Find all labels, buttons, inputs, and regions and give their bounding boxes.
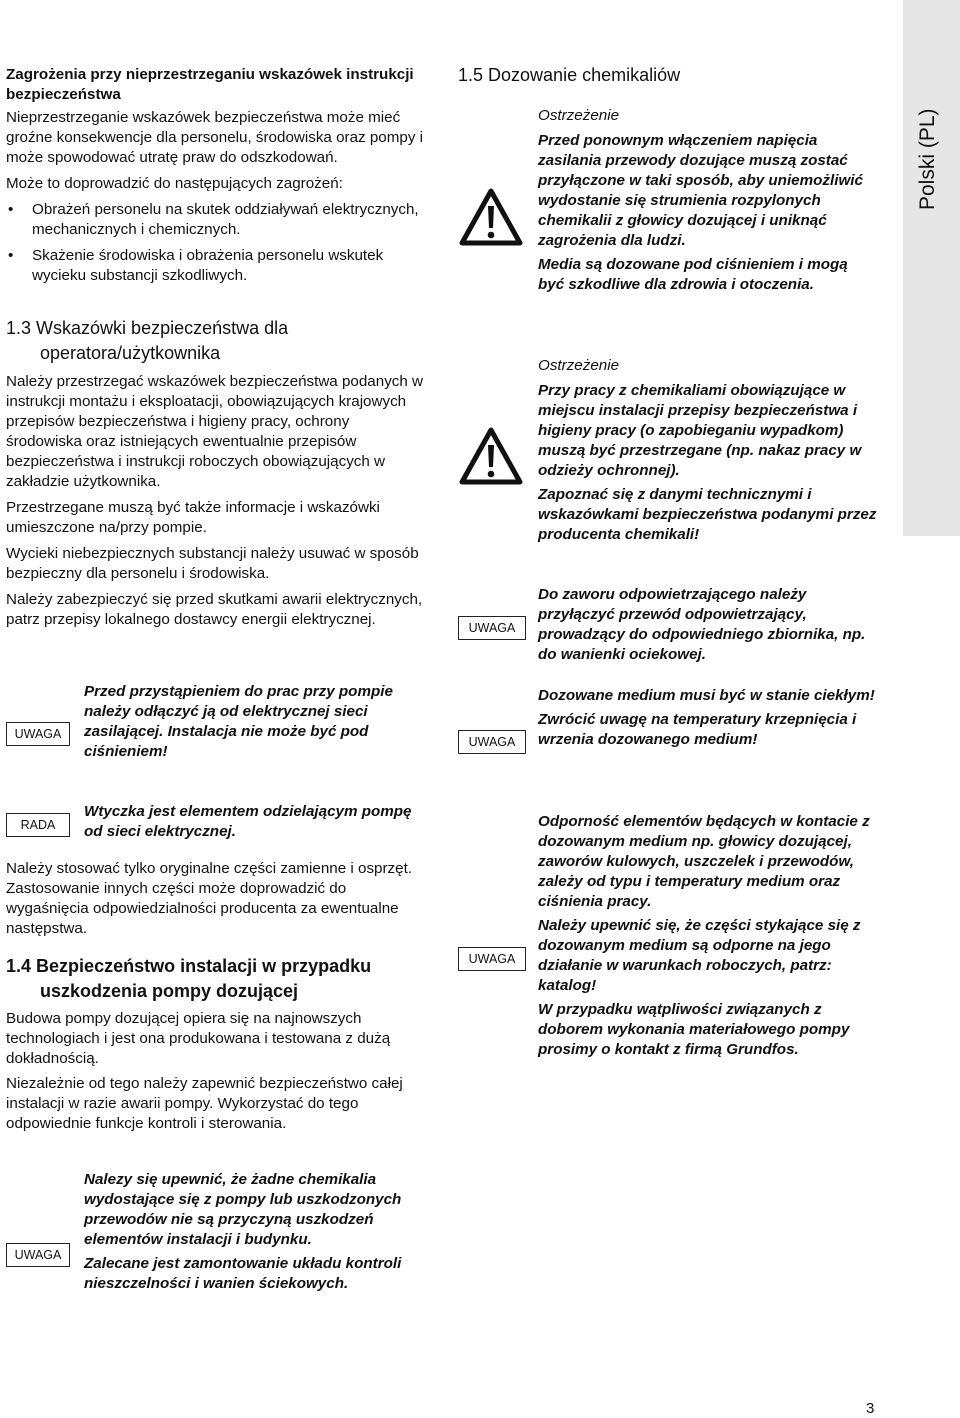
warning-triangle-icon: [459, 427, 523, 485]
paragraph: Może to doprowadzić do następujących zagrożeń:: [6, 175, 343, 192]
uwaga-badge: UWAGA: [458, 616, 526, 640]
rada-badge: RADA: [6, 813, 70, 837]
note-text: Nalezy się upewnić, że żadne chemikalia wydostające się z pompy lub uszkodzonych przewodów nie są przyczyną uszkodzeń elementów instalacji i budynku.: [84, 1171, 402, 1248]
warning-title: Ostrzeżenie: [538, 107, 620, 124]
uwaga-note: [538, 686, 878, 750]
note-text: Zalecane jest zamontowanie układu kontroli nieszczelności i wanien ściekowych.: [84, 1255, 402, 1292]
section-1-2-title: Zagrożenia przy nieprzestrzeganiu wskazówek instrukcji bezpieczeństwa: [6, 66, 414, 103]
warning-note: [538, 356, 878, 545]
section-1-3-heading: [6, 316, 424, 341]
uwaga-note: [84, 1170, 414, 1294]
warning-note: [538, 106, 878, 295]
bullet-item: • Skażenie środowiska i obrażenia personelu wskutek wycieku substancji szkodliwych.: [6, 246, 424, 286]
note-text: Przed przystąpieniem do prac przy pompie należy odłączyć ją od elektrycznej sieci zasilającej. Instalacja nie może być pod ciśnieniem!: [84, 683, 393, 760]
uwaga-badge: UWAGA: [6, 1243, 70, 1267]
paragraph: Należy stosować tylko oryginalne części zamienne i osprzęt. Zastosowanie innych części może doprowadzić do wygaśnięcia odpowiedzialności producenta za ewentualne następstwa.: [6, 860, 413, 937]
heading-number: 1.3: [6, 318, 32, 338]
bullet-item: • Obrażeń personelu na skutek oddziaływań elektrycznych, mechanicznych i chemicznych.: [6, 200, 424, 240]
section-1-4-heading: [6, 954, 426, 979]
paragraph: Nieprzestrzeganie wskazówek bezpieczeństwa może mieć groźne konsekwencje dla personelu, środowiska oraz pompy i może spowodować utratę praw do odszkodowań.: [6, 109, 424, 166]
uwaga-badge: UWAGA: [6, 722, 70, 746]
warning-triangle-icon: [459, 188, 523, 246]
paragraph: Budowa pompy dozującej opiera się na najnowszych technologiach i jest ona produkowana i testowana z dużą dokładnością.: [6, 1010, 391, 1067]
note-text: Odporność elementów będących w kontacie z dozowanym medium np. głowicy dozującej, zaworów kulowych, uszczelek i przewodów, zależy od typu i temperatury medium oraz ciśnienia pracy.: [538, 813, 870, 910]
warning-title: Ostrzeżenie: [538, 357, 620, 374]
paragraph-block: [6, 859, 424, 939]
note-text: Dozowane medium musi być w stanie ciekłym!: [538, 687, 875, 704]
heading-text: Wskazówki bezpieczeństwa dla: [36, 318, 289, 338]
note-text: Zwrócić uwagę na temperatury krzepnięcia i wrzenia dozowanego medium!: [538, 711, 857, 748]
heading-text: Bezpieczeństwo instalacji w przypadku: [36, 956, 372, 976]
language-tab-label: Polski (PL): [916, 108, 939, 210]
rada-note: [84, 802, 414, 842]
note-text: Zapoznać się z danymi technicznymi i wskazówkami bezpieczeństwa podanymi przez producenta chemikali!: [538, 486, 877, 543]
paragraph: Niezależnie od tego należy zapewnić bezpieczeństwo całej instalacji w razie awarii pompy. Wykorzystać do tego odpowiednie funkcje kontroli i sterowania.: [6, 1075, 403, 1132]
note-text: Przy pracy z chemikaliami obowiązujące w miejscu instalacji przepisy bezpieczeństwa i higieny pracy (o zapobieganiu wypadkom) muszą być przestrzegane (np. nakaz pracy w odzieży ochronnej).: [538, 382, 862, 479]
note-text: Przed ponownym włączeniem napięcia zasilania przewody dozujące muszą zostać przyłączone w taki sposób, aby uniemożliwić wydostanie się strumienia rozpylonych chemikalii z głowicy dozującej i uniknąć zagrożenia dla ludzi.: [538, 132, 863, 249]
section-1-3-heading-line2: operatora/użytkownika: [40, 343, 221, 363]
paragraph: Należy zabezpieczyć się przed skutkami awarii elektrycznych, patrz przepisy lokalnego dostawcy energii elektrycznej.: [6, 591, 423, 628]
uwaga-note: [538, 812, 878, 1060]
note-text: W przypadku wątpliwości związanych z doborem wykonania materiałowego pompy prosimy o kontakt z firmą Grundfos.: [538, 1001, 850, 1058]
heading-number: 1.4: [6, 956, 32, 976]
page-number: 3: [866, 1400, 875, 1417]
note-text: Media są dozowane pod ciśnieniem i mogą być szkodliwe dla zdrowia i otoczenia.: [538, 256, 848, 293]
section-1-2: [6, 65, 424, 286]
section-1-5-heading: 1.5 Dozowanie chemikaliów: [458, 65, 681, 85]
note-text: Do zaworu odpowietrzającego należy przyłączyć przewód odpowietrzający, prowadzący do odpowiedniego zbiornika, np. do wanienki ociekowej.: [538, 586, 866, 663]
section-1-3: [6, 316, 424, 630]
paragraph: Wycieki niebezpiecznych substancji należy usuwać w sposób bezpieczny dla personelu i środowiska.: [6, 545, 419, 582]
paragraph: Należy przestrzegać wskazówek bezpieczeństwa podanych w instrukcji montażu i eksploatacji, obowiązujących krajowych przepisów bezpieczeństwa i higieny pracy, ochrony środowiska oraz istniejących ewentualnie przepisów bezpieczeństwa i instrukcji roboczych obowiązujących w zakładzie użytkownika.: [6, 373, 424, 490]
uwaga-badge: UWAGA: [458, 947, 526, 971]
section-1-4-heading-line2: uszkodzenia pompy dozującej: [40, 981, 299, 1001]
section-1-4: [6, 954, 426, 1134]
paragraph: Przestrzegane muszą być także informacje i wskazówki umieszczone na/przy pompie.: [6, 499, 380, 536]
uwaga-note: [84, 682, 414, 762]
note-text: Należy upewnić się, że części stykające się z dozowanym medium są odporne na jego działanie w warunkach roboczych, patrz: katalog!: [538, 917, 861, 994]
uwaga-note: [538, 585, 878, 665]
uwaga-badge: UWAGA: [458, 730, 526, 754]
note-text: Wtyczka jest elementem odzielającym pompę od sieci elektrycznej.: [84, 803, 412, 840]
